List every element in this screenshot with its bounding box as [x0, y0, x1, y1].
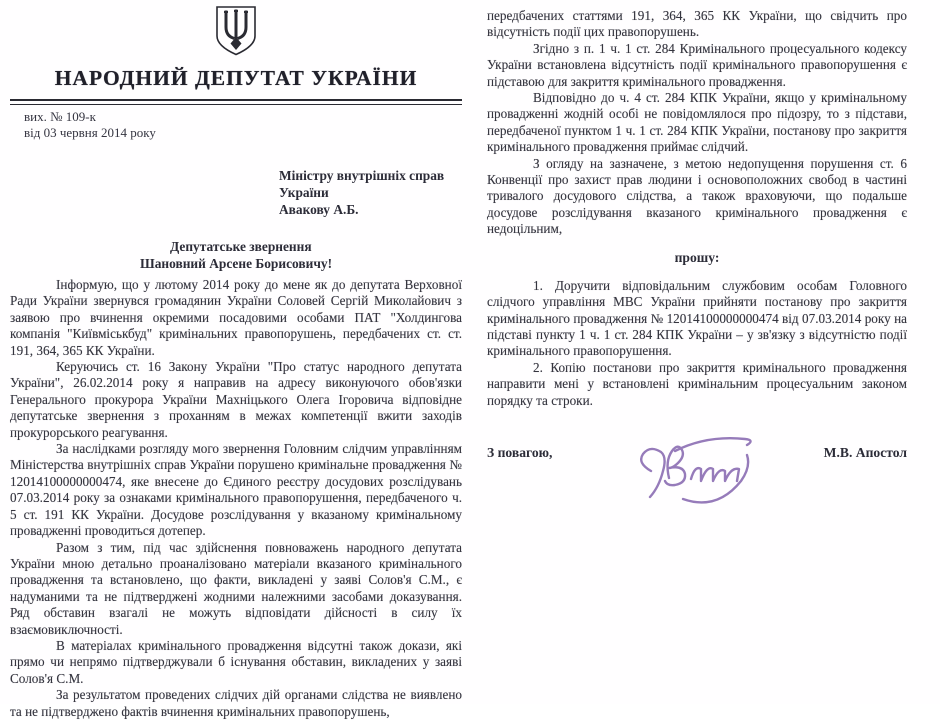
- salutation-line: Шановний Арсене Борисовичу!: [140, 256, 333, 271]
- letter-page-1: [0, 0, 470, 719]
- letter-page-2: [470, 0, 940, 704]
- paragraph: В матеріалах кримінального провадження відсутні також докази, які прямо чи непрямо підтверджували б існування обставин, викладених у заяві Солов'я С.М.: [10, 637, 462, 686]
- paragraph: передбачених статтями 191, 364, 365 КК України, що свідчить про відсутність події цих правопорушень.: [487, 8, 907, 40]
- subject-line: Депутатське звернення: [170, 239, 312, 254]
- paragraph: За результатом проведених слідчих дій органами слідства не виявлено та не підтверджено фактів вчинення кримінальних правопорушень,: [10, 687, 462, 719]
- emblem-container: [10, 0, 462, 57]
- closing-block: [487, 445, 907, 461]
- paragraph: Разом з тим, під час здійснення повноважень народного депутата України мною детально проаналізовано матеріали вказаного кримінального провадження та встановлено, що факти, викладені у заяві Солов'я С.М., є надуманими та не підтверджені жодними належними засобами доказування. Ряд обставин взагалі не можуть відповідати дійсності в силу їх взаємовиключності.: [10, 539, 462, 637]
- subject-block: [10, 238, 462, 272]
- request-heading: прошу:: [674, 249, 720, 265]
- paragraph: Керуючись ст. 16 Закону України "Про статус народного депутата України", 26.02.2014 року я направив на адресу виконуючого обов'язки Генерального прокурора України Махніцького Олега Ігоровича відповідне депутатське звернення з проханням в межах компетенції вжити заходів прокурорського реагування.: [10, 359, 462, 440]
- outgoing-number: вих. № 109-к: [24, 109, 96, 124]
- request-item-1: 1. Доручити відповідальним службовим особам Головного слідчого управління МВС України прийняти постанову про закриття кримінального провадження № 12014100000000474 від 07.03.2014 року на підставі пункту 1 ч. 1 ст. 284 КПК України – у зв'язку з відсутністю події кримінального правопорушення.: [487, 277, 907, 359]
- addressee-line: Міністру внутрішніх справ: [279, 168, 445, 183]
- paragraph: З огляду на зазначене, з метою недопущення порушення ст. 6 Конвенції про захист прав людини і основоположних свобод в частині тривалого досудового слідства, а також враховуючи, що подальше досудове розслідування вказаного кримінального провадження є недоцільним,: [487, 155, 907, 237]
- addressee-block: [279, 167, 462, 218]
- paragraph: Відповідно до ч. 4 ст. 284 КПК України, якщо у кримінальному провадженні жодній особі не повідомлялося про підозру, то з підстави, передбаченої пунктом 1 ч. 1 ст. 284 КПК України, постанову про закриття кримінального провадження приймає слідчий.: [487, 90, 907, 155]
- addressee-line: України: [279, 185, 329, 200]
- signatory-name: М.В. Апостол: [823, 444, 907, 460]
- handwritten-signature: [617, 423, 797, 523]
- letterhead-divider: [10, 99, 462, 105]
- paragraph: Інформую, що у лютому 2014 року до мене як до депутата Верховної Ради України звернувся громадянин України Соловей Сергій Миколайович з заявою про вчинення окремими посадовими особами ПАТ "Холдингова компанія "Київміськбуд" кримінальних правопорушень, передбачених ст. ст. 191, 364, 365 КК України.: [10, 277, 462, 358]
- letterhead-title: НАРОДНИЙ ДЕПУТАТ УКРАЇНИ: [54, 66, 418, 90]
- letter-body-page-1: [10, 277, 462, 720]
- letter-body-page-2: [487, 8, 907, 409]
- addressee-line: Авакову А.Б.: [279, 202, 359, 217]
- paragraph: Згідно з п. 1 ч. 1 ст. 284 Кримінального процесуального кодексу України встановлена відсутність події кримінального правопорушення є підставою для закриття кримінального провадження.: [487, 40, 907, 89]
- closing-regards: З повагою,: [487, 444, 553, 460]
- paragraph: За наслідками розгляду мого звернення Головним слідчим управлінням Міністерства внутрішніх справ України порушено кримінальне провадження № 12014100000000474, яке внесене до Єдиного реєстру досудових розслідувань 07.03.2014 року за ознаками кримінального правопорушення, передбаченого ч. 5 ст. 191 КК України. Досудове розслідування у вказаному кримінальному провадженні проводиться дотепер.: [10, 441, 462, 539]
- letter-date: від 03 червня 2014 року: [24, 125, 156, 140]
- request-item-2: 2. Копію постанови про закриття кримінального провадження направити мені у встановлені кримінальним процесуальним законом порядку та строки.: [487, 359, 907, 408]
- reference-block: [24, 109, 462, 141]
- tryzub-coat-of-arms-icon: [213, 5, 259, 57]
